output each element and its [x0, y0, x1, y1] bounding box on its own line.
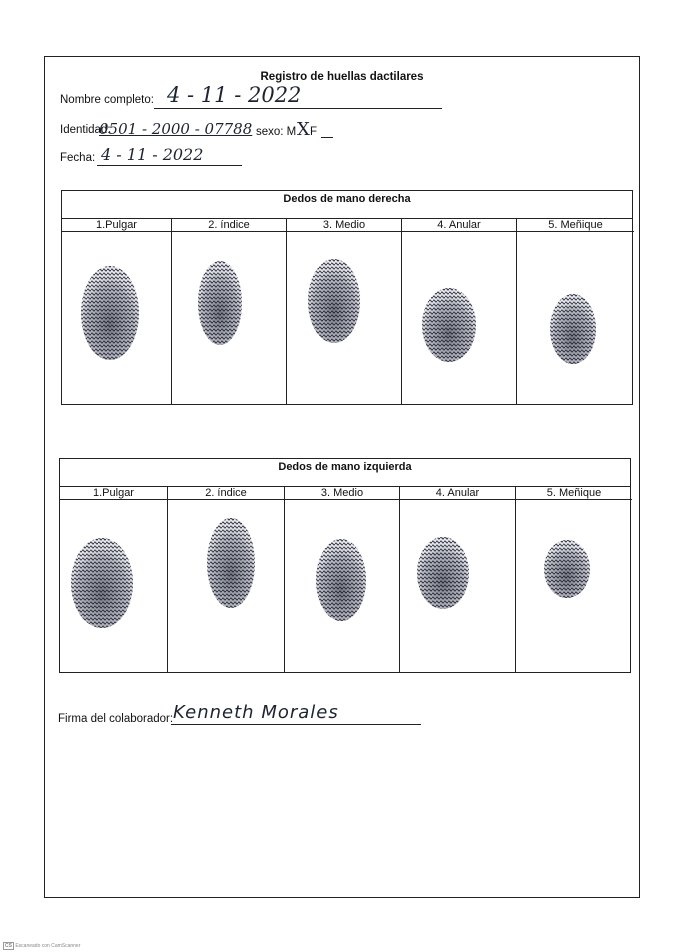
- scanner-mark: Escaneado con CamScanner: [15, 943, 81, 949]
- finger-label: 4. Anular: [400, 486, 515, 500]
- finger-label: 1.Pulgar: [62, 218, 171, 232]
- sexo-mark[interactable]: X: [297, 119, 310, 140]
- finger-label: 5. Meñique: [516, 486, 632, 500]
- left-finger-cell: [516, 486, 632, 672]
- fingerprint-icon: [206, 517, 256, 609]
- right-finger-cell: [172, 218, 287, 404]
- sexo-f-line: [321, 137, 333, 138]
- finger-label: 5. Meñique: [517, 218, 634, 232]
- finger-label: 4. Anular: [402, 218, 516, 232]
- finger-label: 3. Medio: [287, 218, 401, 232]
- fingerprint-form: [44, 56, 640, 898]
- right-finger-cell: [517, 218, 634, 404]
- fingerprint-icon: [549, 293, 597, 365]
- form-title: Registro de huellas dactilares: [260, 71, 424, 83]
- left-finger-cell: [60, 486, 168, 672]
- left-hand-title: Dedos de mano izquierda: [60, 459, 630, 487]
- nombre-line: [154, 108, 442, 109]
- fingerprint-icon: [197, 260, 243, 346]
- finger-label: 2. índice: [172, 218, 286, 232]
- nombre-value[interactable]: 4 - 11 - 2022: [167, 83, 302, 107]
- left-finger-cell: [168, 486, 285, 672]
- right-finger-cell: [402, 218, 517, 404]
- sexo-label: sexo: M: [256, 126, 297, 138]
- right-hand-table: [61, 190, 633, 405]
- fingerprint-icon: [421, 287, 477, 363]
- right-hand-title: Dedos de mano derecha: [62, 191, 632, 219]
- right-finger-cell: [287, 218, 402, 404]
- signature-line: [171, 724, 421, 725]
- fingerprint-icon: [70, 537, 134, 629]
- fingerprint-icon: [315, 538, 367, 622]
- identidad-label: Identidad:: [60, 124, 111, 136]
- right-finger-cell: [62, 218, 172, 404]
- left-finger-cell: [400, 486, 516, 672]
- finger-label: 3. Medio: [285, 486, 399, 500]
- signature-label: Firma del colaborador:: [58, 713, 174, 725]
- fingerprint-icon: [543, 539, 591, 599]
- fingerprint-icon: [79, 264, 141, 362]
- fingerprint-icon: [307, 258, 361, 344]
- cs-logo-icon: CS Escaneado con CamScanner: [5, 943, 81, 949]
- nombre-label: Nombre completo:: [60, 94, 154, 106]
- fecha-value[interactable]: 4 - 11 - 2022: [101, 145, 204, 164]
- finger-label: 1.Pulgar: [60, 486, 167, 500]
- finger-label: 2. índice: [168, 486, 284, 500]
- sexo-f-label: F: [310, 126, 318, 138]
- fecha-label: Fecha:: [60, 152, 96, 164]
- left-hand-table: [59, 458, 631, 673]
- signature-value[interactable]: Kenneth Morales: [173, 702, 339, 723]
- fecha-line: [97, 165, 242, 166]
- fingerprint-icon: [416, 536, 470, 610]
- left-finger-cell: [285, 486, 400, 672]
- identidad-value[interactable]: 0501 - 2000 - 07788: [99, 120, 253, 138]
